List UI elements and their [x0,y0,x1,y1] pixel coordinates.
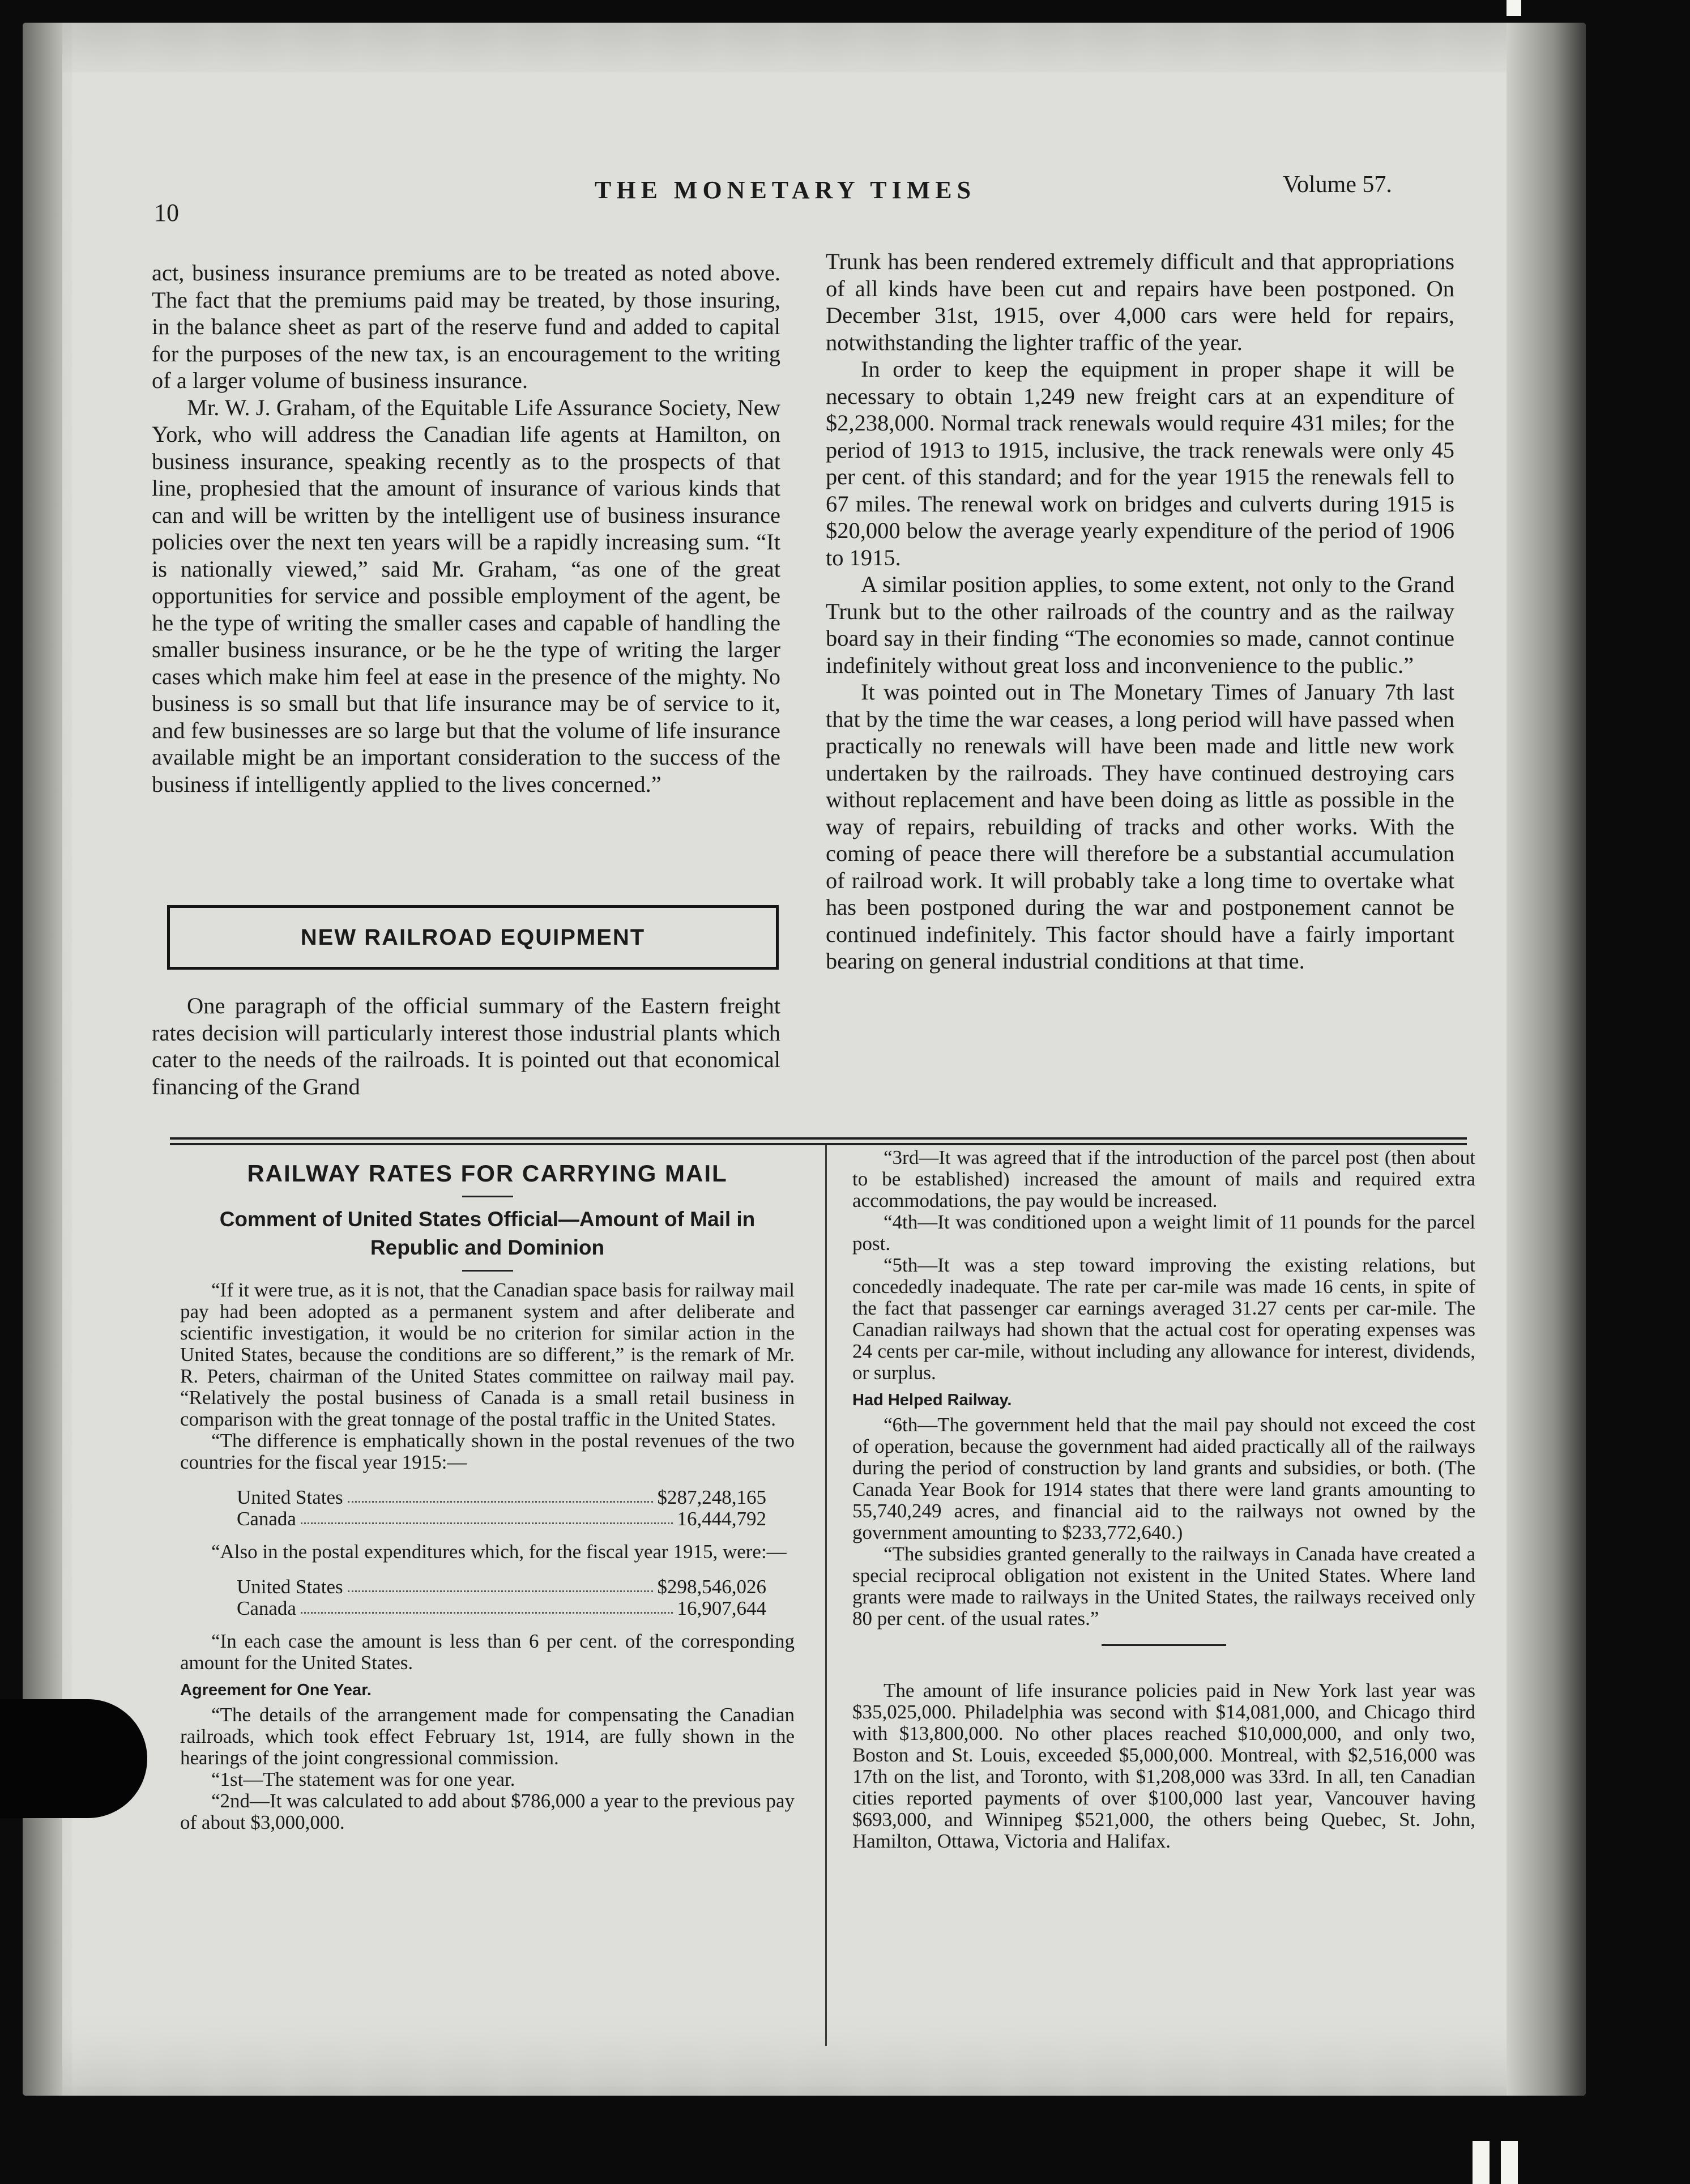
paragraph: “The details of the arrangement made for compensating the Canadian railroads, which took effect February 1st, 1914, are fully shown in the hearings of the joint congressional commission. [180,1704,795,1769]
paragraph: “6th—The government held that the mail pay should not exceed the cost of operation, because the government had aided practically all of the railways during the period of construction by land grants and subsidies, or both. (The Canada Year Book for 1914 states that there were land grants amounting to 55,740,249 acres, and financial aid to the railways not owned by the government amounting to $233,772,640.) [852,1414,1475,1543]
lower-right-column [852,1147,1475,1852]
paragraph: “If it were true, as it is not, that the Canadian space basis for railway mail pay had been adopted as a permanent system and after deliberate and scientific investigation, it would be no criterion for similar action in the United States, because the conditions are so different,” is the remark of Mr. R. Peters, chairman of the United States committee on railway mail pay. “Relatively the postal business of Canada is a small retail business in comparison with the great tonnage of the postal traffic in the United States. [180,1279,795,1430]
short-rule [462,1196,513,1197]
amount: 16,907,644 [677,1597,766,1619]
upper-left-column [152,259,780,797]
country-label: United States [237,1486,343,1508]
column-rule [825,1145,827,2046]
paragraph: It was pointed out in The Monetary Times of January 7th last that by the time the war ceases, a long period will have passed when practically no renewals will have been made and little new work undertaken by the railroads. They have continued destroying cars without replacement and have been doing as little as possible in the way of repairs, rebuilding of tracks and other works. With the coming of peace there will therefore be a substantial accumulation of railroad work. It will probably take a long time to overtake what has been postponed during the war and postponement cannot be continued indefinitely. This factor should have a fairly important bearing on general industrial conditions at that time. [826,679,1454,974]
paragraph: Trunk has been rendered extremely difficult and that appropriations of all kinds have been cut and repairs have been postponed. On December 31st, 1915, over 4,000 cars were held for repairs, notwithstanding the lighter traffic of the year. [826,249,1454,355]
volume-label: Volume 57. [1283,172,1392,198]
thumb-shadow [0,1699,147,1818]
paragraph: “The difference is emphatically shown in the postal revenues of the two countries for the fiscal year 1915:— [180,1430,795,1473]
leader-dots [348,1487,653,1503]
paragraph: “1st—The statement was for one year. [211,1768,515,1790]
article-end-rule [1102,1644,1226,1646]
scanned-page [23,23,1586,2096]
leader-dots [301,1598,673,1614]
expenditure-table [180,1576,795,1619]
upper-right-column [826,248,1454,975]
article-deck: Comment of United States Official—Amount of Mail in Republic and Dominion [219,1208,756,1259]
paragraph: “The subsidies granted generally to the railways in Canada have created a special reciprocal obligation not existent in the United States. Where land grants were made to railways in the United States, the railways received only 80 per cent. of the usual rates.” [852,1543,1475,1630]
upper-left-column-continued [152,992,780,1100]
binding-gutter [1507,23,1586,2096]
country-label: United States [237,1576,343,1598]
running-title: THE MONETARY TIMES [595,176,976,204]
lower-left-column [180,1147,795,1833]
amount: $298,546,026 [657,1576,766,1598]
article-headline: RAILWAY RATES FOR CARRYING MAIL [247,1160,728,1187]
table-row [237,1487,766,1508]
paragraph: “Also in the postal expenditures which, for the fiscal year 1915, were:— [211,1541,787,1563]
revenue-table [180,1487,795,1530]
leader-dots [301,1508,673,1524]
country-label: Canada [237,1597,296,1619]
table-row [237,1508,766,1530]
film-edge-mark [1501,2141,1518,2184]
paragraph: “5th—It was a step toward improving the existing relations, but concededly inadequate. The rate per car-mile was made 16 cents, in spite of the fact that passenger car earnings averaged 31.27 cents per car-mile. The Canadian railways had shown that the actual cost for operating expenses was 24 cents per car-mile, without including any allowance for interest, dividends, or surplus. [852,1254,1475,1384]
subheading: Agreement for One Year. [180,1681,372,1699]
section-divider [170,1137,1467,1140]
boxed-heading: NEW RAILROAD EQUIPMENT [167,905,779,970]
short-rule [462,1270,513,1272]
paragraph: “In each case the amount is less than 6 per cent. of the corresponding amount for the United States. [180,1630,795,1674]
paragraph: One paragraph of the official summary of the Eastern freight rates decision will particularly interest those industrial plants which cater to the needs of the railroads. It is pointed out that economical financing of the Grand [152,993,780,1099]
amount: $287,248,165 [657,1486,766,1508]
leader-dots [348,1576,653,1592]
paragraph: The amount of life insurance policies paid in New York last year was $35,025,000. Philadelphia was second with $14,081,000, and Chicago third with $13,800,000. No other places reached $10,000,000, and only two, Boston and St. Louis, exceeded $5,000,000. Montreal, with $2,516,000 was 17th on the list, and Toronto, with $1,208,000 was 33rd. In all, ten Canadian cities reported payments of over $100,000 last year, Vancouver having $693,000, and Winnipeg $521,000, the others being Quebec, St. John, Hamilton, Ottawa, Victoria and Halifax. [852,1679,1475,1852]
amount: 16,444,792 [677,1508,766,1530]
paragraph: In order to keep the equipment in proper shape it will be necessary to obtain 1,249 new freight cars at an expenditure of $2,238,000. Normal track renewals would require 431 miles; for the period of 1913 to 1915, inclusive, the track renewals were only 45 per cent. of this standard; and for the year 1915 the renewals fell to 67 miles. The renewal work on bridges and culverts during 1915 is $20,000 below the average yearly expenditure of the period of 1906 to 1915. [826,356,1454,570]
table-row [237,1598,766,1619]
paragraph: “3rd—It was agreed that if the introduction of the parcel post (then about to be established) increased the amount of mails and required extra accommodations, the pay would be increased. [852,1146,1475,1212]
country-label: Canada [237,1508,296,1530]
paragraph: act, business insurance premiums are to be treated as noted above. The fact that the premiums paid may be treated, by those insuring, in the balance sheet as part of the reserve fund and added to capital for the purposes of the new tax, is an encouragement to the writing of a larger volume of business insurance. [152,260,780,393]
subheading: Had Helped Railway. [852,1391,1012,1409]
paragraph: “4th—It was conditioned upon a weight limit of 11 pounds for the parcel post. [852,1211,1475,1255]
paragraph: A similar position applies, to some extent, not only to the Grand Trunk but to the other railroads of the country and as the railway board say in their finding “The economies so made, cannot continue indefinitely without great loss and inconvenience to the public.” [826,571,1454,678]
film-edge-mark [1473,2141,1490,2184]
page-number: 10 [154,199,179,227]
paragraph: “2nd—It was calculated to add about $786,000 a year to the previous pay of about $3,000,000. [180,1790,795,1833]
paragraph: Mr. W. J. Graham, of the Equitable Life Assurance Society, New York, who will address the Canadian life agents at Hamilton, on business insurance, speaking recently as to the prospects of that line, prophesied that the amount of insurance of various kinds that can and will be written by the intelligent use of business insurance policies over the next ten years will be a rapidly increasing sum. “It is nationally viewed,” said Mr. Graham, “as one of the great opportunities for service and possible employment of the agent, be he the type of writing the smaller cases and capable of handling the smaller business insurance, or be he the type of writing the larger cases which make him feel at ease in the presence of the mighty. No business is so small but that life insurance may be of service to it, and few businesses are so large but that the volume of life insurance available might be an important consideration to the success of the business if intelligently applied to the lives concerned.” [152,394,780,797]
film-edge-mark [1507,0,1521,16]
table-row [237,1576,766,1598]
